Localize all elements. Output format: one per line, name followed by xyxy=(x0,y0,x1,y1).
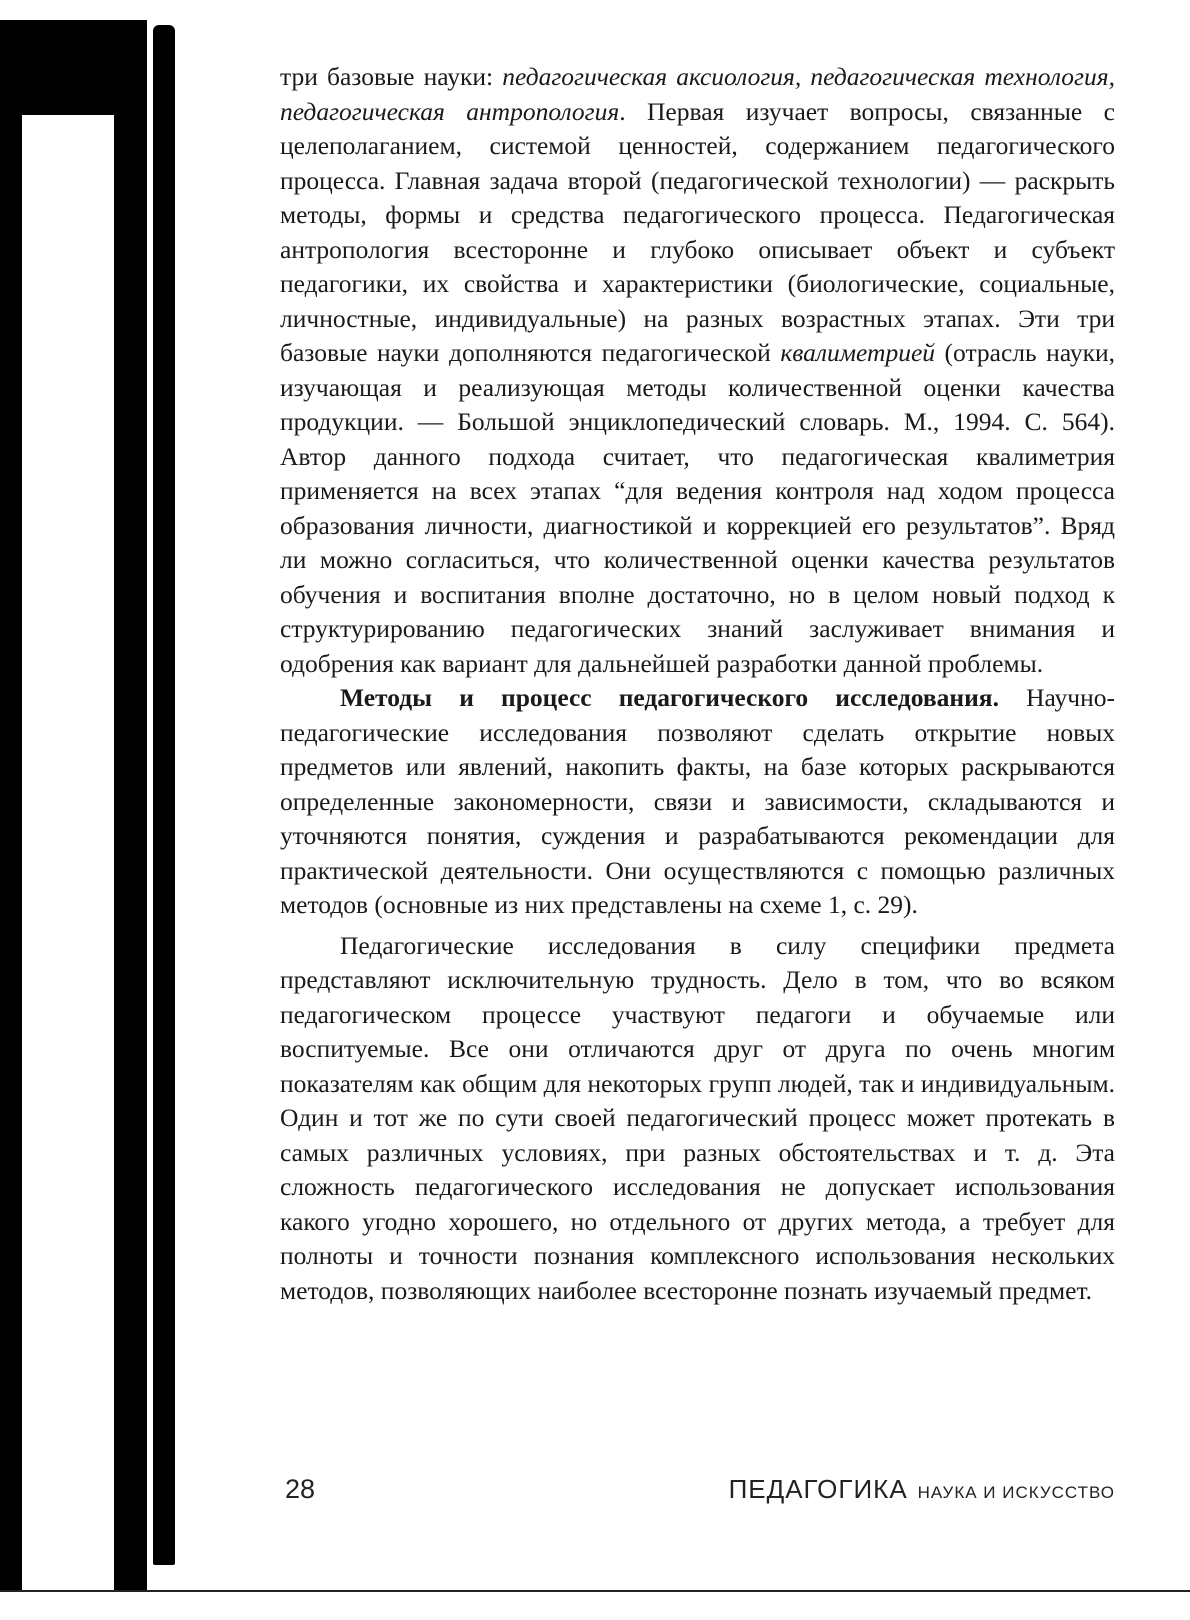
binding-shadow-edge xyxy=(153,25,175,1565)
page-footer xyxy=(280,1474,1115,1514)
binding-shadow-band xyxy=(114,115,147,1590)
running-head xyxy=(729,1474,1115,1505)
section-heading-run: Методы и процесс педагогического исследования. xyxy=(340,683,999,712)
text-run: . Первая изучает вопросы, связанные с целеполаганием, системой ценностей, содержанием педагогического процесса. Главная задача второй (педагогической технологии) — раскрыть методы, формы и средства педагогического процесса. Педагогическая антропология всесторонне и глубоко описывает объект и субъект педагогики, их свойства и характеристики (биологические, социальные, личностные, индивидуальные) на разных возрастных этапах. Эти три базовые науки дополняются педагогической xyxy=(280,96,1115,367)
binding-shadow-outer xyxy=(0,20,22,1590)
text-run: (отрасль науки, изучающая и реализующая методы количественной оценки качества продукции. — Большой энциклопедический словарь. М., 1994. С. 564). Автор данного подхода считает, что педагогическая квалиметрия применяется на всех этапах “для ведения контроля над ходом процесса образования личности, диагностикой и коррекцией его результатов”. Вряд ли можно согласиться, что количественной оценки качества результатов обучения и воспитания вполне достаточно, но в целом новый подход к структурированию педагогических знаний заслуживает внимания и одобрения как вариант для дальнейшей разработки данной проблемы. xyxy=(280,338,1116,678)
binding-shadow-top xyxy=(22,20,147,115)
paragraph-1 xyxy=(280,60,1115,681)
paragraph-2 xyxy=(280,681,1115,923)
page-number: 28 xyxy=(285,1474,316,1504)
paragraph-3 xyxy=(280,929,1115,1309)
text-run: три базовые науки: xyxy=(280,62,503,91)
emphasis-run: квалиметрией xyxy=(780,338,936,367)
emphasis-run: педагогическая аксиология, педагогическая технология, педагогическая антропология xyxy=(280,62,1115,126)
binding-gap xyxy=(22,115,114,1590)
text-run: Педагогические исследования в силу специфики предмета представляют исключительную трудность. Дело в том, что во всяком педагогическом процессе участвуют педагоги и обучаемые или воспитуемые. Все они отличаются друг от друга по очень многим показателям как общим для некоторых групп людей, так и индивидуальным. Один и тот же по сути своей педагогический процесс может протекать в самых различных условиях, при разных обстоятельствах и т. д. Эта сложность педагогического исследования не допускает использования какого угодно хорошего, но отдельного от других метода, а требует для полноты и точности познания комплексного использования нескольких методов, позволяющих наиболее всесторонне познать изучаемый предмет. xyxy=(280,930,1115,1305)
text-run: Научно-педагогические исследования позволяют сделать открытие новых предметов или явлений, накопить факты, на базе которых раскрываются определенные закономерности, связи и зависимости, складываются и уточняются понятия, суждения и разрабатываются рекомендации для практической деятельности. Они осуществляются с помощью различных методов (основные из них представлены на схеме 1, с. 29). xyxy=(280,683,1115,919)
body-text xyxy=(280,60,1115,1308)
page-bottom-edge xyxy=(0,1590,1190,1592)
book-title: ПЕДАГОГИКА xyxy=(728,1474,908,1504)
book-subtitle: НАУКА И ИСКУССТВО xyxy=(917,1483,1115,1502)
